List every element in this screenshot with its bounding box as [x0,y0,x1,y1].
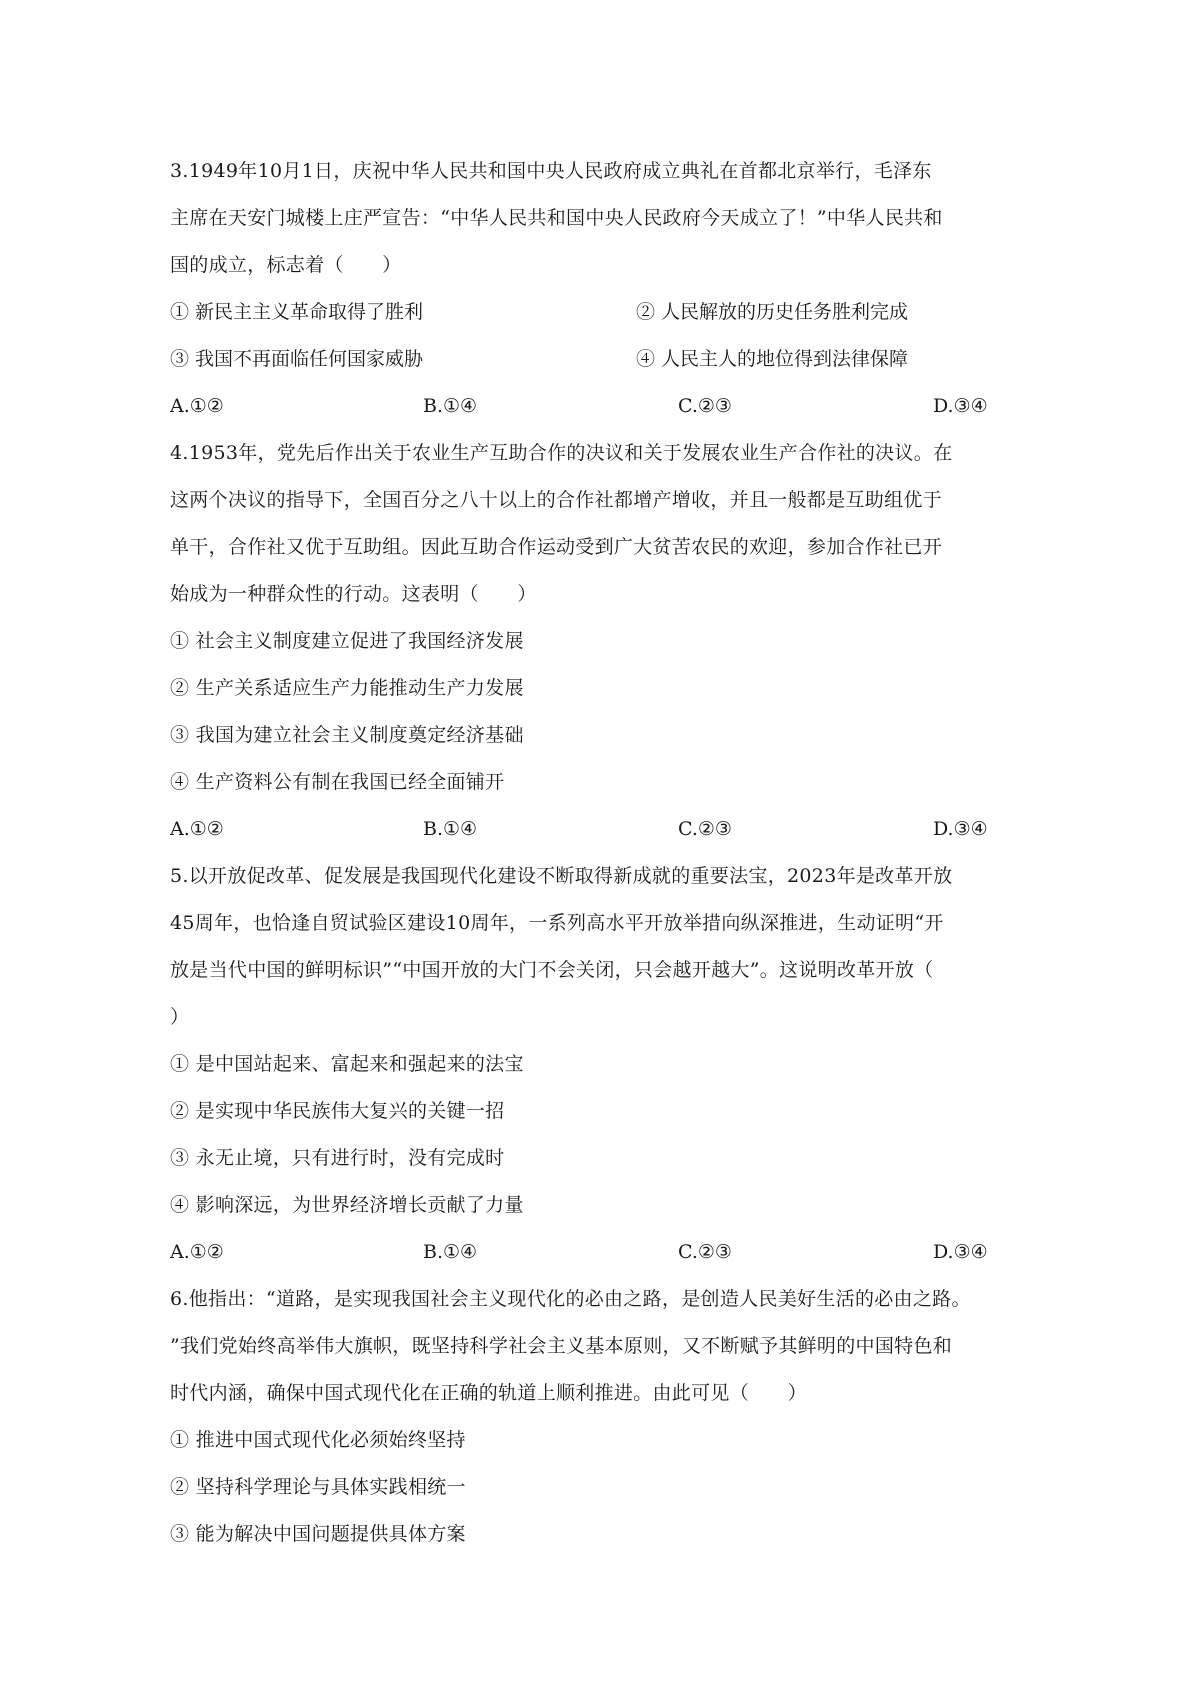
question-3-option-4: ④ 人民主人的地位得到法律保障 [636,348,909,370]
question-content [170,148,1025,1558]
question-5-answer-a: A.①② [170,1241,224,1263]
question-4-option-3: ③ 我国为建立社会主义制度奠定经济基础 [170,724,524,746]
question-6-option-2: ② 坚持科学理论与具体实践相统一 [170,1476,466,1498]
question-6-option-3: ③ 能为解决中国问题提供具体方案 [170,1523,466,1545]
question-5 [170,853,1025,1276]
question-5-answer-b: B.①④ [423,1241,478,1263]
question-6-line-1: 6.他指出：“道路，是实现我国社会主义现代化的必由之路，是创造人民美好生活的必由之路。 [170,1288,971,1310]
question-5-answers [170,1229,1025,1276]
question-3-answer-a: A.①② [170,395,224,417]
question-4-answers [170,806,1025,853]
question-4-line-2: 这两个决议的指导下，全国百分之八十以上的合作社都增产增收，并且一般都是互助组优于 [170,489,943,511]
question-5-line-2: 45周年，也恰逢自贸试验区建设10周年，一系列高水平开放举措向纵深推进，生动证明“开 [170,912,944,934]
question-3-answer-c: C.②③ [678,395,732,417]
question-5-answer-d: D.③④ [933,1241,988,1263]
question-3-line-2: 主席在天安门城楼上庄严宣告：“中华人民共和国中央人民政府今天成立了！”中华人民共和 [170,207,943,229]
question-3-answers [170,383,1025,430]
question-3-line-3: 国的成立，标志着（ ） [170,254,402,276]
question-6 [170,1276,1025,1558]
question-4 [170,430,1025,853]
question-4-answer-b: B.①④ [423,818,478,840]
question-3 [170,148,1025,430]
question-3-option-3: ③ 我国不再面临任何国家威胁 [170,348,424,370]
question-6-option-1: ① 推进中国式现代化必须始终坚持 [170,1429,466,1451]
question-5-answer-c: C.②③ [678,1241,732,1263]
question-4-answer-a: A.①② [170,818,224,840]
question-3-option-1: ① 新民主主义革命取得了胜利 [170,301,424,323]
question-5-line-1: 5.以开放促改革、促发展是我国现代化建设不断取得新成就的重要法宝，2023年是改革开放 [170,865,953,887]
question-5-option-4: ④ 影响深远，为世界经济增长贡献了力量 [170,1194,524,1216]
question-4-option-1: ① 社会主义制度建立促进了我国经济发展 [170,630,524,652]
question-3-option-2: ② 人民解放的历史任务胜利完成 [636,301,909,323]
question-3-answer-d: D.③④ [933,395,988,417]
question-3-line-1: 3.1949年10月1日，庆祝中华人民共和国中央人民政府成立典礼在首都北京举行，毛泽东 [170,160,932,182]
question-6-line-3: 时代内涵，确保中国式现代化在正确的轨道上顺利推进。由此可见（ ） [170,1382,807,1404]
question-4-line-1: 4.1953年，党先后作出关于农业生产互助合作的决议和关于发展农业生产合作社的决议。在 [170,442,953,464]
question-4-line-4: 始成为一种群众性的行动。这表明（ ） [170,583,537,605]
question-5-line-4: ） [170,1006,190,1028]
question-4-option-4: ④ 生产资料公有制在我国已经全面铺开 [170,771,505,793]
question-4-option-2: ② 生产关系适应生产力能推动生产力发展 [170,677,524,699]
question-3-options-row-1 [170,289,1025,336]
question-5-option-3: ③ 永无止境，只有进行时，没有完成时 [170,1147,505,1169]
question-6-line-2: ”我们党始终高举伟大旗帜，既坚持科学社会主义基本原则，又不断赋予其鲜明的中国特色和 [170,1335,953,1357]
question-4-answer-c: C.②③ [678,818,732,840]
question-5-option-2: ② 是实现中华民族伟大复兴的关键一招 [170,1100,505,1122]
question-5-option-1: ① 是中国站起来、富起来和强起来的法宝 [170,1053,524,1075]
question-5-line-3: 放是当代中国的鲜明标识”“中国开放的大门不会关闭，只会越开越大”。这说明改革开放（ [170,959,934,981]
question-3-answer-b: B.①④ [423,395,478,417]
question-4-answer-d: D.③④ [933,818,988,840]
question-3-options-row-2 [170,336,1025,383]
question-4-line-3: 单干，合作社又优于互助组。因此互助合作运动受到广大贫苦农民的欢迎，参加合作社已开 [170,536,943,558]
